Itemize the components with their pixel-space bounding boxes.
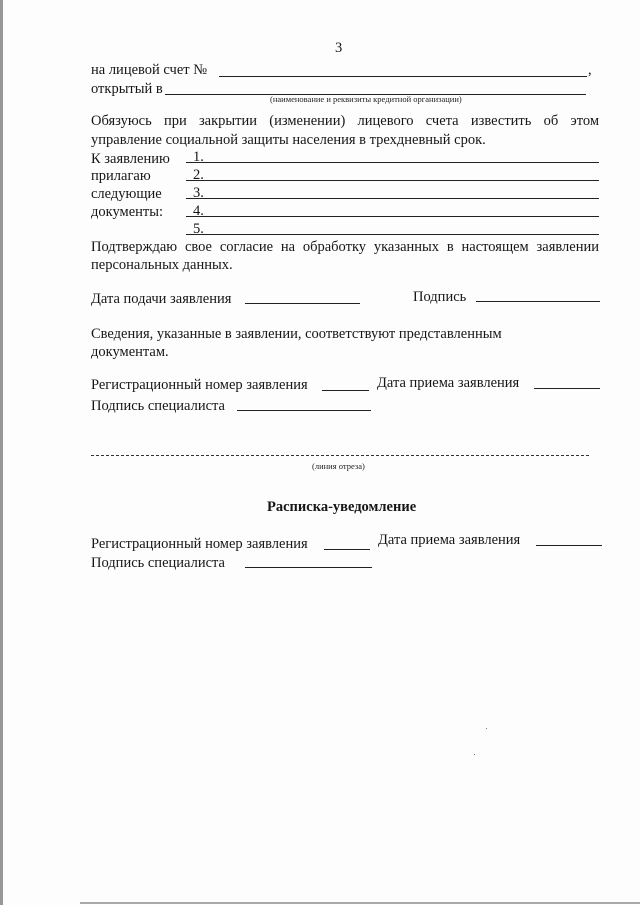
obligation-line-1: Обязуюсь при закрытии (изменении) лицевого счета известить об этом (91, 113, 599, 129)
verification-line-1: Сведения, указанные в заявлении, соответствуют представленным (91, 326, 502, 342)
consent-line-1: Подтверждаю свое согласие на обработку указанных в настоящем заявлении (91, 239, 599, 255)
receipt-title: Расписка-уведомление (267, 499, 417, 515)
attachment-field-4[interactable] (186, 216, 599, 217)
attachments-label-line: следующие (91, 186, 162, 202)
attachments-label-line: К заявлению (91, 151, 170, 167)
attachment-number: 3. (193, 185, 204, 201)
account-number-label: на лицевой счет № (91, 62, 208, 78)
attachment-field-3[interactable] (186, 198, 599, 199)
registration-date-field[interactable] (534, 388, 600, 389)
account-trailing-comma: , (588, 62, 592, 78)
receipt-number-label: Регистрационный номер заявления (91, 536, 308, 552)
scan-bottom-edge-shadow (80, 902, 640, 904)
scan-speck (474, 754, 475, 755)
obligation-line-2: управление социальной защиты населения в трехдневный срок. (91, 132, 486, 148)
receipt-specialist-signature-label: Подпись специалиста (91, 555, 225, 571)
registration-number-label: Регистрационный номер заявления (91, 377, 308, 393)
submission-date-label: Дата подачи заявления (91, 291, 232, 307)
scan-left-edge-shadow (0, 0, 3, 905)
receipt-date-label: Дата приема заявления (378, 532, 521, 548)
submission-date-field[interactable] (245, 303, 360, 304)
registration-number-field[interactable] (322, 390, 369, 391)
submission-signature-field[interactable] (476, 301, 600, 302)
bank-field-caption: (наименование и реквизиты кредитной организации) (270, 94, 462, 104)
opened-in-label: открытый в (91, 81, 163, 97)
account-number-field[interactable] (219, 76, 587, 77)
verification-line-2: документам. (91, 344, 169, 360)
attachments-label-line: прилагаю (91, 168, 151, 184)
submission-signature-label: Подпись (413, 289, 467, 305)
attachment-number: 4. (193, 203, 204, 219)
attachment-number: 1. (193, 149, 204, 165)
attachment-number: 5. (193, 221, 204, 237)
attachment-field-2[interactable] (186, 180, 599, 181)
specialist-signature-label: Подпись специалиста (91, 398, 225, 414)
scan-speck (486, 728, 487, 729)
attachment-field-5[interactable] (186, 234, 599, 235)
receipt-specialist-signature-field[interactable] (245, 567, 372, 568)
attachments-label-line: документы: (91, 204, 164, 220)
registration-date-label: Дата приема заявления (377, 375, 520, 391)
cut-line-caption: (линия отреза) (312, 461, 365, 471)
consent-line-2: персональных данных. (91, 257, 233, 273)
cut-line (91, 455, 589, 456)
attachment-field-1[interactable] (186, 162, 599, 163)
attachment-number: 2. (193, 167, 204, 183)
receipt-number-field[interactable] (324, 549, 370, 550)
specialist-signature-field[interactable] (237, 410, 371, 411)
page-number: 3 (335, 40, 343, 56)
receipt-date-field[interactable] (536, 545, 602, 546)
